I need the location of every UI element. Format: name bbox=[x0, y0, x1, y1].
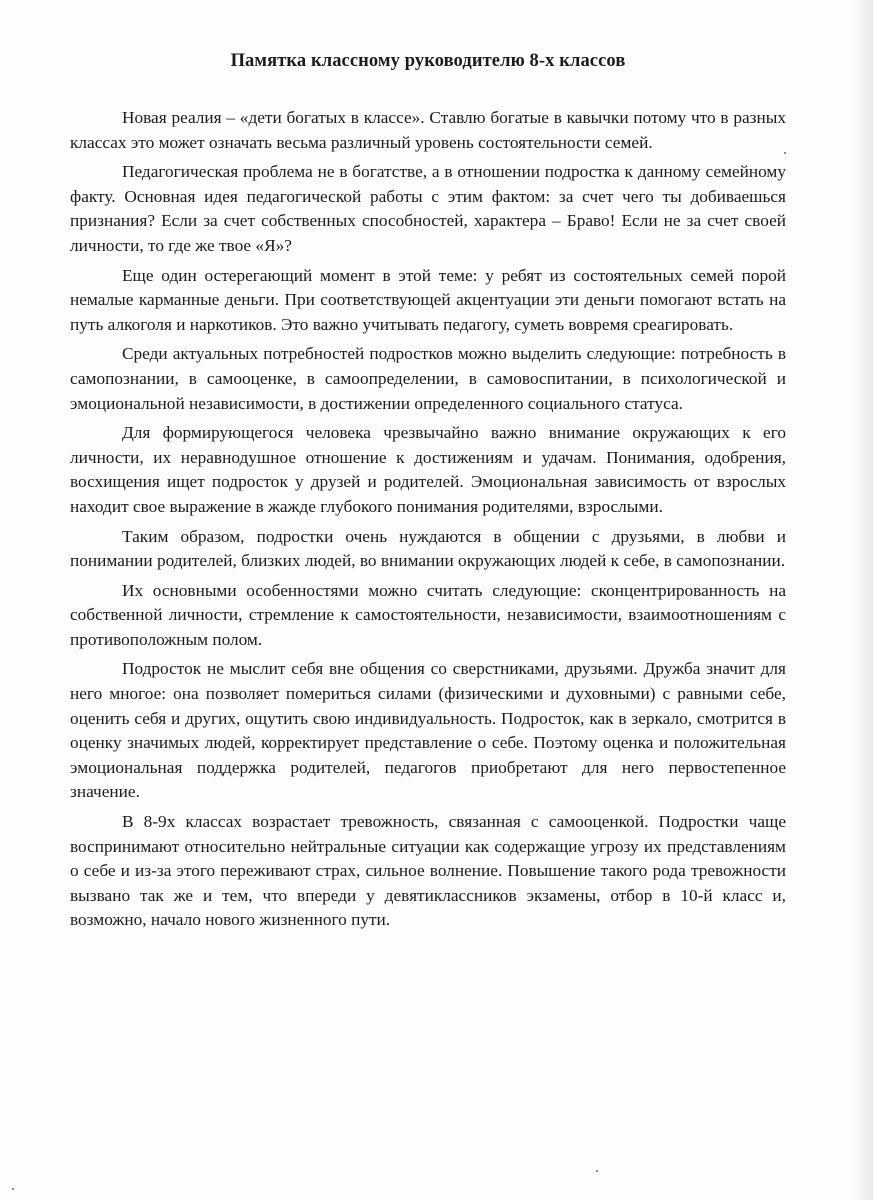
paragraph-4: Среди актуальных потребностей подростков можно выделить следующие: потребность в самопознании, в самооценке, в самоопределении, в самовоспитании, в психологической и эмоциональной независимости, в достижении определенного социального статуса. bbox=[70, 344, 786, 413]
paragraph-3: Еще один остерегающий момент в этой теме: у ребят из состоятельных семей порой немалые карманные деньги. При соответствующей акцентуации эти деньги помогают встать на путь алкоголя и наркотиков. Это важно учитывать педагогу, суметь вовремя среагировать. bbox=[70, 265, 786, 334]
document-title: Памятка классному руководителю 8-х классов bbox=[230, 51, 626, 71]
page-edge-shadow bbox=[851, 0, 873, 1200]
paragraph-2: Педагогическая проблема не в богатстве, а в отношении подростка к данному семейному факту. Основная идея педагогической работы с этим фактом: за счет чего ты добиваешься признания? Если за счет собственных способностей, характера – Браво! Если не за счет своей личности, то где же твое «Я»? bbox=[70, 162, 786, 255]
scan-speck bbox=[784, 152, 786, 154]
paragraph-7: Их основными особенностями можно считать следующие: сконцентрированность на собственной личности, стремление к самостоятельности, независимости, взаимоотношениям с противоположным полом. bbox=[70, 580, 786, 649]
scan-speck bbox=[12, 1188, 14, 1190]
paragraph-9: В 8-9х классах возрастает тревожность, связанная с самооценкой. Подростки чаще воспринимают относительно нейтральные ситуации как содержащие угрозу их представлениям о себе и из-за этого переживают страх, сильное волнение. Повышение такого рода тревожности вызвано так же и тем, что впереди у девятиклассников экзамены, отбор в 10-й класс и, возможно, начало нового жизненного пути. bbox=[70, 812, 786, 930]
paragraph-5: Для формирующегося человека чрезвычайно важно внимание окружающих к его личности, их неравнодушное отношение к достижениям и удачам. Понимания, одобрения, восхищения ищет подросток у друзей и родителей. Эмоциональная зависимость от взрослых находит свое выражение в жажде глубокого понимания родителями, взрослыми. bbox=[70, 423, 786, 516]
paragraph-1: Новая реалия – «дети богатых в классе». Ставлю богатые в кавычки потому что в разных классах это может означать весьма различный уровень состоятельности семей. bbox=[70, 108, 786, 152]
document-body bbox=[70, 50, 786, 938]
scan-speck bbox=[596, 1170, 598, 1172]
paragraph-8: Подросток не мыслит себя вне общения со сверстниками, друзьями. Дружба значит для него многое: она позволяет помериться силами (физическими и духовными) с равными себе, оценить себя и других, ощутить свою индивидуальность. Подросток, как в зеркало, смотрится в оценку значимых людей, корректирует представление о себе. Поэтому оценка и положительная эмоциональная поддержка родителей, педагогов приобретают для него первостепенное значение. bbox=[70, 659, 786, 802]
paragraph-6: Таким образом, подростки очень нуждаются в общении с друзьями, в любви и понимании родителей, близких людей, во внимании окружающих людей к себе, в самопознании. bbox=[70, 526, 786, 571]
